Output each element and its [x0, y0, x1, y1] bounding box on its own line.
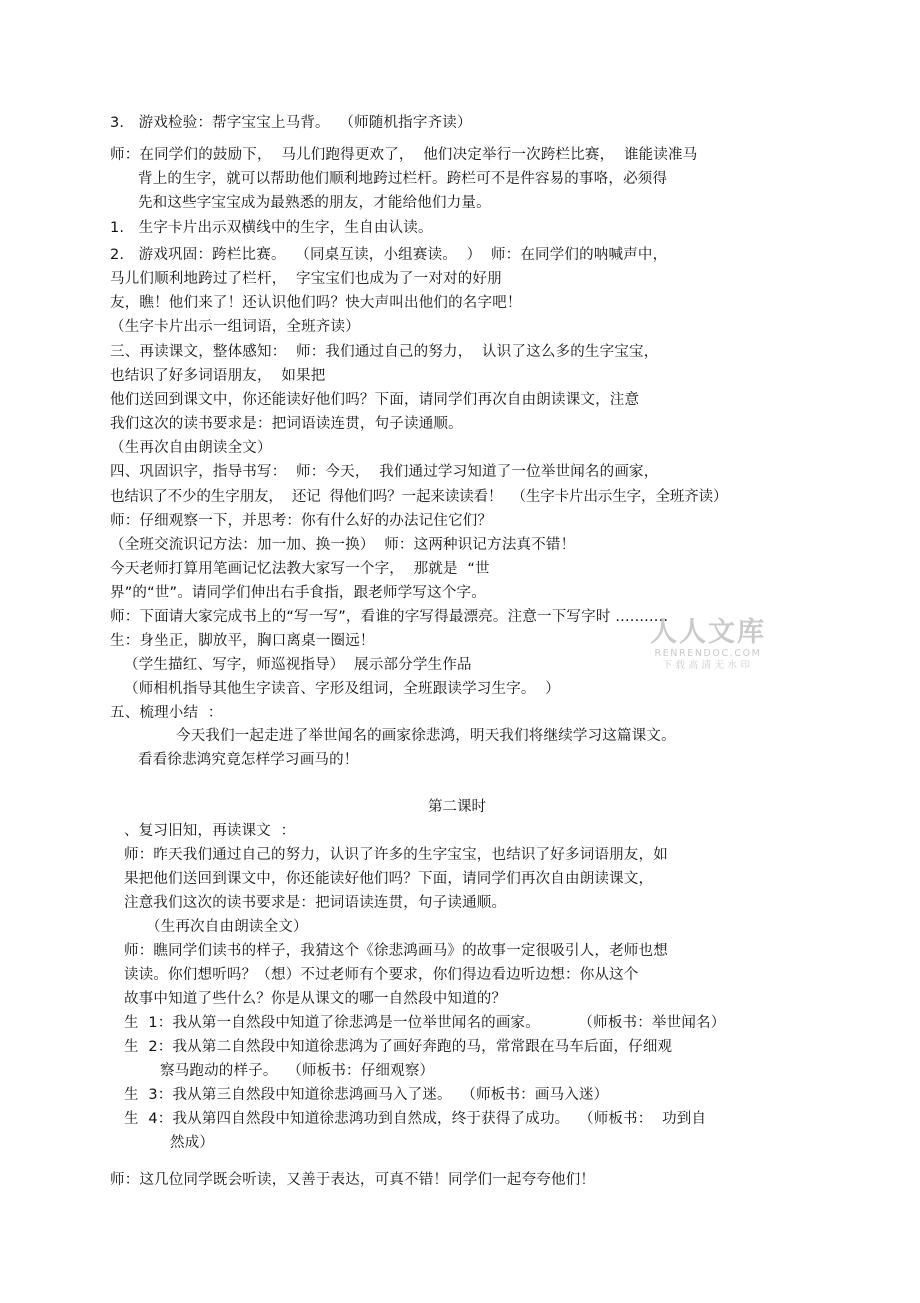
text-line: 果把他们送回到课文中，你还能读好他们吗？下面，请同学们再次自由朗读课文， [124, 871, 654, 887]
text-line: 四、巩固识字，指导书写： 师：今天， 我们通过学习知道了一位举世闻名的画家， [110, 464, 659, 480]
text-line: 他们送回到课文中，你还能读好他们吗？下面，请同学们再次自由朗读课文，注意 [110, 392, 640, 408]
text-line: 2. 游戏巩固：跨栏比赛。 （同桌互读，小组赛读。 ） 师：在同学们的呐喊声中， [110, 247, 668, 263]
text-line: 背上的生字，就可以帮助他们顺利地跨过栏杆。跨栏可不是件容易的事咯，必须得 [138, 171, 668, 187]
text-line: （生再次自由朗读全文） [110, 440, 272, 456]
text-line: 察马跑动的样子。 （师板书：仔细观察） [160, 1063, 435, 1079]
text-line: 1. 生字卡片出示双横线中的生字，生自由认读。 [110, 220, 433, 236]
watermark-tagline: 下载高清无水印 [662, 660, 754, 671]
text-line: （生再次自由朗读全文） [146, 919, 308, 935]
text-line: 今天我们一起走进了举世闻名的画家徐悲鸿，明天我们将继续学习这篇课文。 [176, 728, 676, 744]
text-line: 生：身坐正，脚放平，胸口离桌一圈远！ [110, 633, 375, 649]
text-line: 读读。你们想听吗？（想）不过老师有个要求，你们得边看边听边想：你从这个 [124, 967, 639, 983]
text-line: 我们这次的读书要求是：把词语读连贯，句子读通顺。 [110, 416, 463, 432]
text-line: （师相机指导其他生字读音、字形及组词，全班跟读学习生字。 ） [124, 681, 560, 697]
text-line: 看看徐悲鸿究竟怎样学习画马的！ [138, 752, 359, 768]
text-line: 今天老师打算用笔画记忆法教大家写一个字， 那就是 “世 [110, 561, 490, 577]
text-line: 友，瞧！他们来了！还认识他们吗？快大声叫出他们的名字吧！ [110, 295, 522, 311]
section-title: 第二课时 [428, 799, 486, 815]
text-line: 然成） [170, 1135, 215, 1151]
text-line: 三、再读课文，整体感知： 师：我们通过自己的努力， 认识了这么多的生字宝宝， [110, 344, 659, 360]
text-line: 、复习旧知，再读课文 ： [124, 823, 296, 839]
text-line: 先和这些字宝宝成为最熟悉的朋友，才能给他们力量。 [138, 195, 491, 211]
watermark-domain: RENRENDOC.COM [654, 648, 762, 659]
text-line: （全班交流识记方法：加一加、换一换） 师：这两种识记方法真不错！ [110, 537, 576, 553]
text-line: 马儿们顺利地跨过了栏杆， 字宝宝们也成为了一对对的好朋 [110, 271, 502, 287]
text-line: 3. 游戏检验：帮字宝宝上马背。 （师随机指字齐读） [110, 115, 472, 131]
text-line: 生 1：我从第一自然段中知道了徐悲鸿是一位举世闻名的画家。 （师板书：举世闻名） [124, 1015, 726, 1031]
text-line: 师：仔细观察一下，并思考：你有什么好的办法记住它们？ [110, 513, 493, 529]
text-line: 五、梳理小结 ： [110, 705, 223, 721]
text-line: 生 4：我从第四自然段中知道徐悲鸿功到自然成，终于获得了成功。 （师板书： 功到自 [124, 1111, 707, 1127]
text-line: 师：昨天我们通过自己的努力，认识了许多的生字宝宝，也结识了好多词语朋友，如 [124, 847, 668, 863]
text-line: （学生描红、写字，师巡视指导） 展示部分学生作品 [124, 657, 472, 673]
text-line: 师：下面请大家完成书上的“写一写”，看谁的字写得最漂亮。注意一下写字时 ........... [110, 609, 669, 625]
text-line: 师：这几位同学既会听读，又善于表达，可真不错！同学们一起夸夸他们！ [110, 1172, 596, 1188]
watermark-logo [644, 618, 772, 672]
text-line: 故事中知道了些什么？你是从课文的哪一自然段中知道的？ [124, 991, 507, 1007]
text-line: 注意我们这次的读书要求是：把词语读连贯，句子读通顺。 [124, 895, 507, 911]
text-line: 也结识了不少的生字朋友， 还记 得他们吗？一起来读读看！ （生字卡片出示生字，全班齐读） [110, 489, 728, 505]
text-line: 师：瞧同学们读书的样子，我猜这个《徐悲鸿画马》的故事一定很吸引人，老师也想 [124, 943, 668, 959]
text-line: 生 2：我从第二自然段中知道徐悲鸿为了画好奔跑的马，常常跟在马车后面，仔细观 [124, 1039, 673, 1055]
text-line: 也结识了好多词语朋友， 如果把 [110, 368, 326, 384]
watermark-name: 人人文库 [650, 617, 766, 648]
text-line: 师：在同学们的鼓励下， 马儿们跑得更欢了， 他们决定举行一次跨栏比赛， 谁能读准马 [110, 147, 698, 163]
text-line: 界”的“世”。请同学们伸出右手食指，跟老师学写这个字。 [110, 585, 486, 601]
text-line: （生字卡片出示一组词语，全班齐读） [110, 319, 360, 335]
text-line: 生 3：我从第三自然段中知道徐悲鸿画马入了迷。 （师板书：画马入迷） [124, 1087, 609, 1103]
